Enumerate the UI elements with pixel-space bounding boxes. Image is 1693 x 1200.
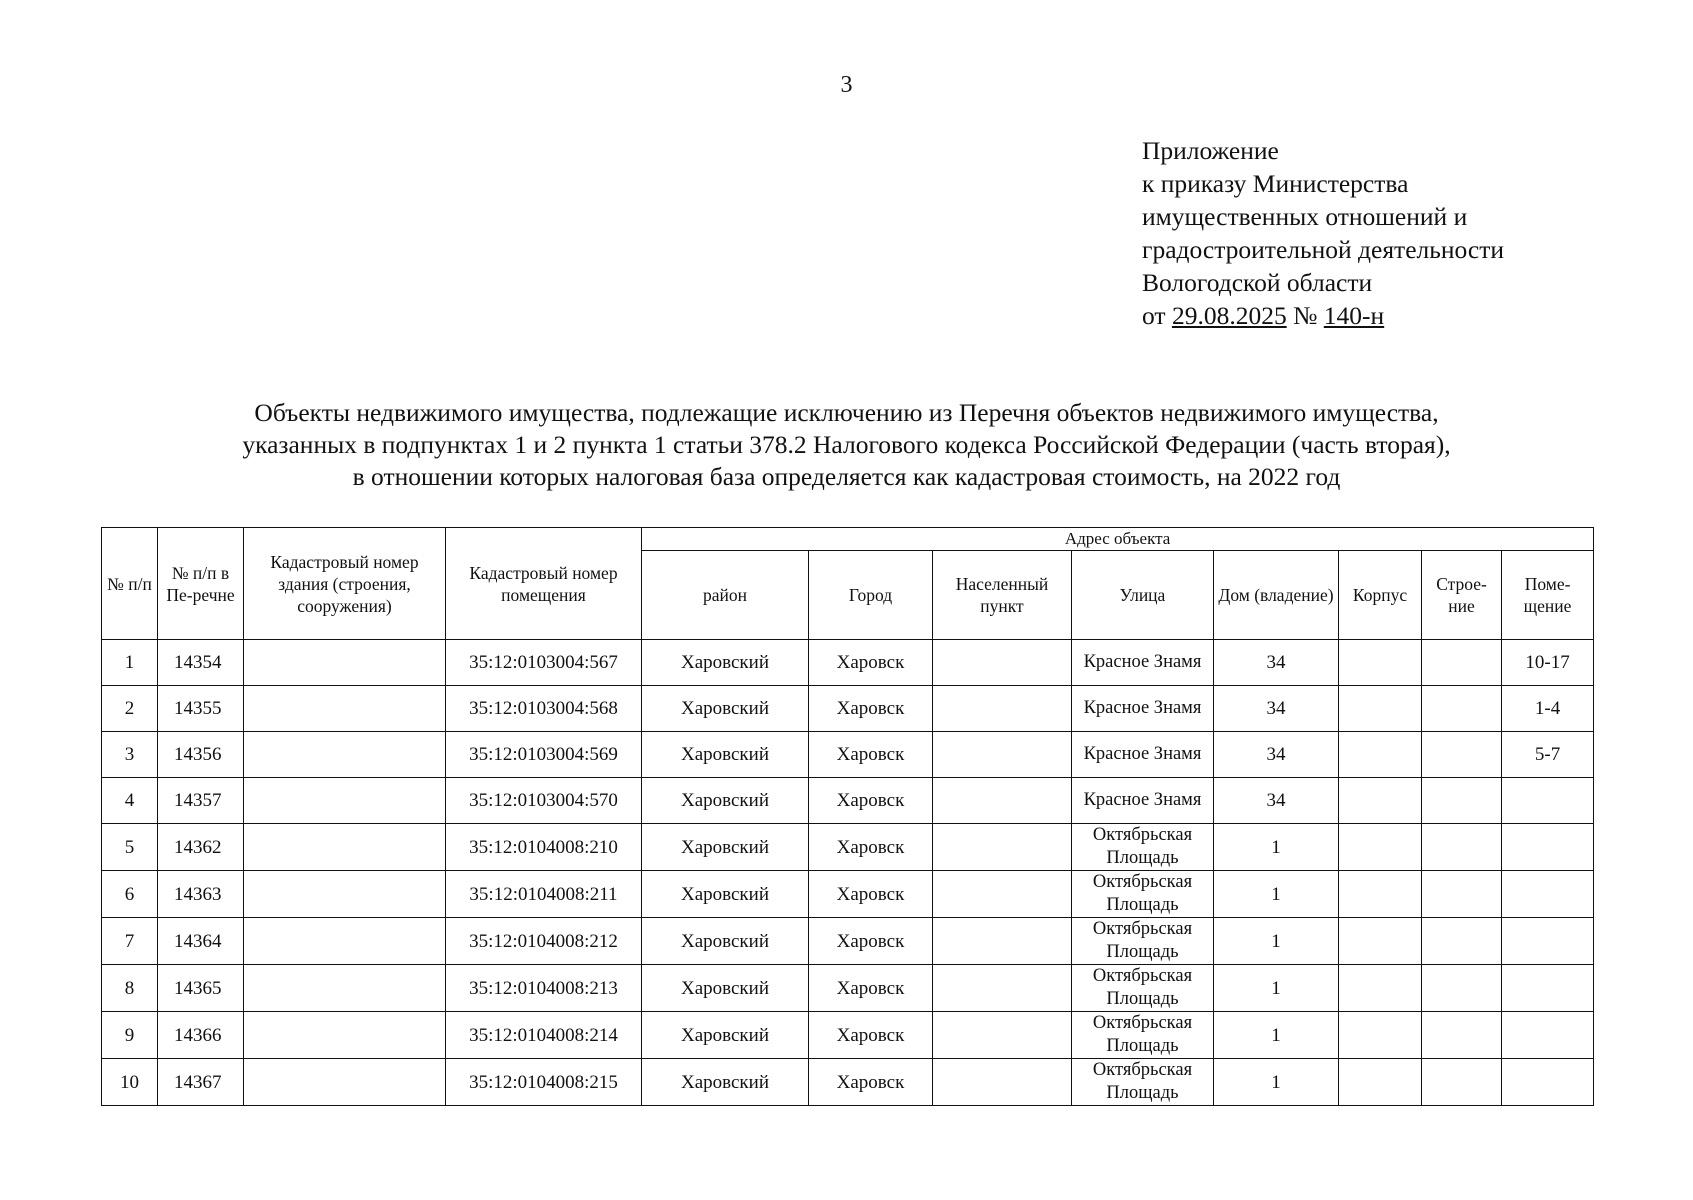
cell-building-cadastral — [244, 778, 446, 824]
header-house: Дом (владение) — [1214, 551, 1339, 640]
cell-pomeshchenie — [1502, 824, 1594, 871]
cell-city: Харовск — [809, 871, 933, 918]
cell-list-num: 14354 — [158, 640, 244, 686]
table-row — [102, 1059, 1594, 1106]
cell-building-cadastral — [244, 732, 446, 778]
cell-num: 6 — [102, 871, 158, 918]
cell-street: Октябрьская Площадь — [1072, 1012, 1214, 1059]
cell-num: 2 — [102, 686, 158, 732]
cell-district: Харовский — [642, 778, 809, 824]
table-row — [102, 965, 1594, 1012]
cell-stroenie — [1422, 640, 1502, 686]
cell-street: Красное Знамя — [1072, 732, 1214, 778]
cell-building-cadastral — [244, 965, 446, 1012]
cell-premises-cadastral: 35:12:0104008:215 — [446, 1059, 642, 1106]
cell-district: Харовский — [642, 732, 809, 778]
table-row — [102, 686, 1594, 732]
cell-street: Октябрьская Площадь — [1072, 871, 1214, 918]
cell-list-num: 14357 — [158, 778, 244, 824]
cell-korpus — [1339, 778, 1422, 824]
cell-city: Харовск — [809, 1012, 933, 1059]
number-prefix: № — [1293, 301, 1318, 330]
cell-num: 4 — [102, 778, 158, 824]
cell-house: 1 — [1214, 871, 1339, 918]
cell-city: Харовск — [809, 640, 933, 686]
cell-building-cadastral — [244, 918, 446, 965]
cell-district: Харовский — [642, 640, 809, 686]
cell-premises-cadastral: 35:12:0104008:213 — [446, 965, 642, 1012]
table-row — [102, 778, 1594, 824]
appendix-line-2: к приказу Министерства — [1142, 169, 1409, 198]
cell-settlement — [933, 732, 1072, 778]
cell-premises-cadastral: 35:12:0104008:210 — [446, 824, 642, 871]
header-stroenie: Строе-ние — [1422, 551, 1502, 640]
cell-district: Харовский — [642, 871, 809, 918]
table-row — [102, 732, 1594, 778]
table-row — [102, 640, 1594, 686]
document-title — [0, 397, 1693, 493]
cell-settlement — [933, 918, 1072, 965]
cell-list-num: 14364 — [158, 918, 244, 965]
cell-house: 1 — [1214, 824, 1339, 871]
cell-korpus — [1339, 732, 1422, 778]
page-number: 3 — [840, 72, 853, 98]
cell-building-cadastral — [244, 824, 446, 871]
cell-district: Харовский — [642, 686, 809, 732]
cell-num: 8 — [102, 965, 158, 1012]
cell-street: Октябрьская Площадь — [1072, 918, 1214, 965]
header-settlement: Населенный пункт — [933, 551, 1072, 640]
cell-list-num: 14365 — [158, 965, 244, 1012]
cell-num: 9 — [102, 1012, 158, 1059]
cell-stroenie — [1422, 778, 1502, 824]
cell-street: Красное Знамя — [1072, 640, 1214, 686]
cell-city: Харовск — [809, 965, 933, 1012]
title-line-3: в отношении которых налоговая база определяется как кадастровая стоимость, на 2022 год — [352, 462, 1341, 491]
cell-city: Харовск — [809, 1059, 933, 1106]
cell-korpus — [1339, 1012, 1422, 1059]
cell-pomeshchenie — [1502, 1059, 1594, 1106]
cell-korpus — [1339, 686, 1422, 732]
cell-list-num: 14356 — [158, 732, 244, 778]
cell-korpus — [1339, 918, 1422, 965]
title-line-1: Объекты недвижимого имущества, подлежащие исключению из Перечня объектов недвижимого имущества, — [254, 398, 1439, 427]
cell-korpus — [1339, 871, 1422, 918]
cell-korpus — [1339, 824, 1422, 871]
cell-list-num: 14366 — [158, 1012, 244, 1059]
cell-num: 5 — [102, 824, 158, 871]
date-prefix: от — [1142, 301, 1166, 330]
cell-street: Октябрьская Площадь — [1072, 1059, 1214, 1106]
cell-house: 1 — [1214, 1012, 1339, 1059]
cell-settlement — [933, 965, 1072, 1012]
cell-pomeshchenie: 10-17 — [1502, 640, 1594, 686]
cell-pomeshchenie: 5-7 — [1502, 732, 1594, 778]
appendix-line-5: Вологодской области — [1142, 268, 1373, 297]
cell-settlement — [933, 824, 1072, 871]
cell-house: 34 — [1214, 640, 1339, 686]
cell-building-cadastral — [244, 1012, 446, 1059]
registry-table — [101, 527, 1594, 1106]
cell-num: 3 — [102, 732, 158, 778]
cell-house: 1 — [1214, 918, 1339, 965]
header-district: район — [642, 551, 809, 640]
cell-street: Октябрьская Площадь — [1072, 965, 1214, 1012]
cell-house: 34 — [1214, 732, 1339, 778]
cell-stroenie — [1422, 965, 1502, 1012]
header-num: № п/п — [102, 528, 158, 640]
cell-stroenie — [1422, 1059, 1502, 1106]
cell-building-cadastral — [244, 1059, 446, 1106]
header-korpus: Корпус — [1339, 551, 1422, 640]
cell-premises-cadastral: 35:12:0103004:568 — [446, 686, 642, 732]
cell-settlement — [933, 640, 1072, 686]
header-list-num: № п/п в Пе-речне — [158, 528, 244, 640]
cell-premises-cadastral: 35:12:0104008:212 — [446, 918, 642, 965]
cell-pomeshchenie — [1502, 965, 1594, 1012]
cell-settlement — [933, 778, 1072, 824]
cell-house: 34 — [1214, 686, 1339, 732]
cell-settlement — [933, 871, 1072, 918]
cell-city: Харовск — [809, 686, 933, 732]
table-row — [102, 918, 1594, 965]
title-line-2: указанных в подпунктах 1 и 2 пункта 1 статьи 378.2 Налогового кодекса Российской Федерации (часть вторая), — [242, 430, 1451, 459]
cell-city: Харовск — [809, 824, 933, 871]
cell-street: Красное Знамя — [1072, 686, 1214, 732]
header-pomeshchenie: Поме-щение — [1502, 551, 1594, 640]
cell-premises-cadastral: 35:12:0104008:211 — [446, 871, 642, 918]
cell-district: Харовский — [642, 824, 809, 871]
cell-premises-cadastral: 35:12:0103004:570 — [446, 778, 642, 824]
header-street: Улица — [1072, 551, 1214, 640]
cell-list-num: 14362 — [158, 824, 244, 871]
cell-settlement — [933, 1059, 1072, 1106]
cell-building-cadastral — [244, 686, 446, 732]
cell-premises-cadastral: 35:12:0104008:214 — [446, 1012, 642, 1059]
header-premises-cadastral: Кадастровый номер помещения — [446, 528, 642, 640]
cell-list-num: 14355 — [158, 686, 244, 732]
cell-district: Харовский — [642, 1059, 809, 1106]
header-address: Адрес объекта — [642, 528, 1594, 551]
cell-pomeshchenie: 1-4 — [1502, 686, 1594, 732]
cell-settlement — [933, 686, 1072, 732]
cell-stroenie — [1422, 732, 1502, 778]
cell-premises-cadastral: 35:12:0103004:567 — [446, 640, 642, 686]
order-number: 140-н — [1323, 301, 1385, 330]
table-header — [102, 528, 1594, 640]
cell-street: Октябрьская Площадь — [1072, 824, 1214, 871]
appendix-line-1: Приложение — [1142, 136, 1279, 165]
cell-list-num: 14363 — [158, 871, 244, 918]
cell-pomeshchenie — [1502, 1012, 1594, 1059]
table-row — [102, 1012, 1594, 1059]
cell-district: Харовский — [642, 1012, 809, 1059]
cell-num: 1 — [102, 640, 158, 686]
cell-district: Харовский — [642, 965, 809, 1012]
cell-building-cadastral — [244, 640, 446, 686]
cell-house: 34 — [1214, 778, 1339, 824]
cell-stroenie — [1422, 1012, 1502, 1059]
cell-stroenie — [1422, 871, 1502, 918]
cell-korpus — [1339, 965, 1422, 1012]
cell-building-cadastral — [244, 871, 446, 918]
order-date: 29.08.2025 — [1171, 301, 1287, 330]
cell-house: 1 — [1214, 1059, 1339, 1106]
appendix-date-line — [1142, 299, 1504, 332]
cell-stroenie — [1422, 918, 1502, 965]
cell-house: 1 — [1214, 965, 1339, 1012]
cell-pomeshchenie — [1502, 918, 1594, 965]
cell-korpus — [1339, 1059, 1422, 1106]
cell-settlement — [933, 1012, 1072, 1059]
cell-street: Красное Знамя — [1072, 778, 1214, 824]
appendix-line-3: имущественных отношений и — [1142, 202, 1468, 231]
table-row — [102, 824, 1594, 871]
cell-stroenie — [1422, 824, 1502, 871]
cell-num: 10 — [102, 1059, 158, 1106]
cell-stroenie — [1422, 686, 1502, 732]
cell-city: Харовск — [809, 732, 933, 778]
cell-premises-cadastral: 35:12:0103004:569 — [446, 732, 642, 778]
cell-pomeshchenie — [1502, 871, 1594, 918]
header-building-cadastral: Кадастровый номер здания (строения, сооружения) — [244, 528, 446, 640]
table-body — [102, 640, 1594, 1106]
cell-list-num: 14367 — [158, 1059, 244, 1106]
cell-district: Харовский — [642, 918, 809, 965]
appendix-block — [1142, 134, 1504, 332]
cell-num: 7 — [102, 918, 158, 965]
cell-korpus — [1339, 640, 1422, 686]
header-city: Город — [809, 551, 933, 640]
cell-city: Харовск — [809, 778, 933, 824]
cell-city: Харовск — [809, 918, 933, 965]
appendix-line-4: градостроительной деятельности — [1142, 235, 1505, 264]
table-row — [102, 871, 1594, 918]
cell-pomeshchenie — [1502, 778, 1594, 824]
